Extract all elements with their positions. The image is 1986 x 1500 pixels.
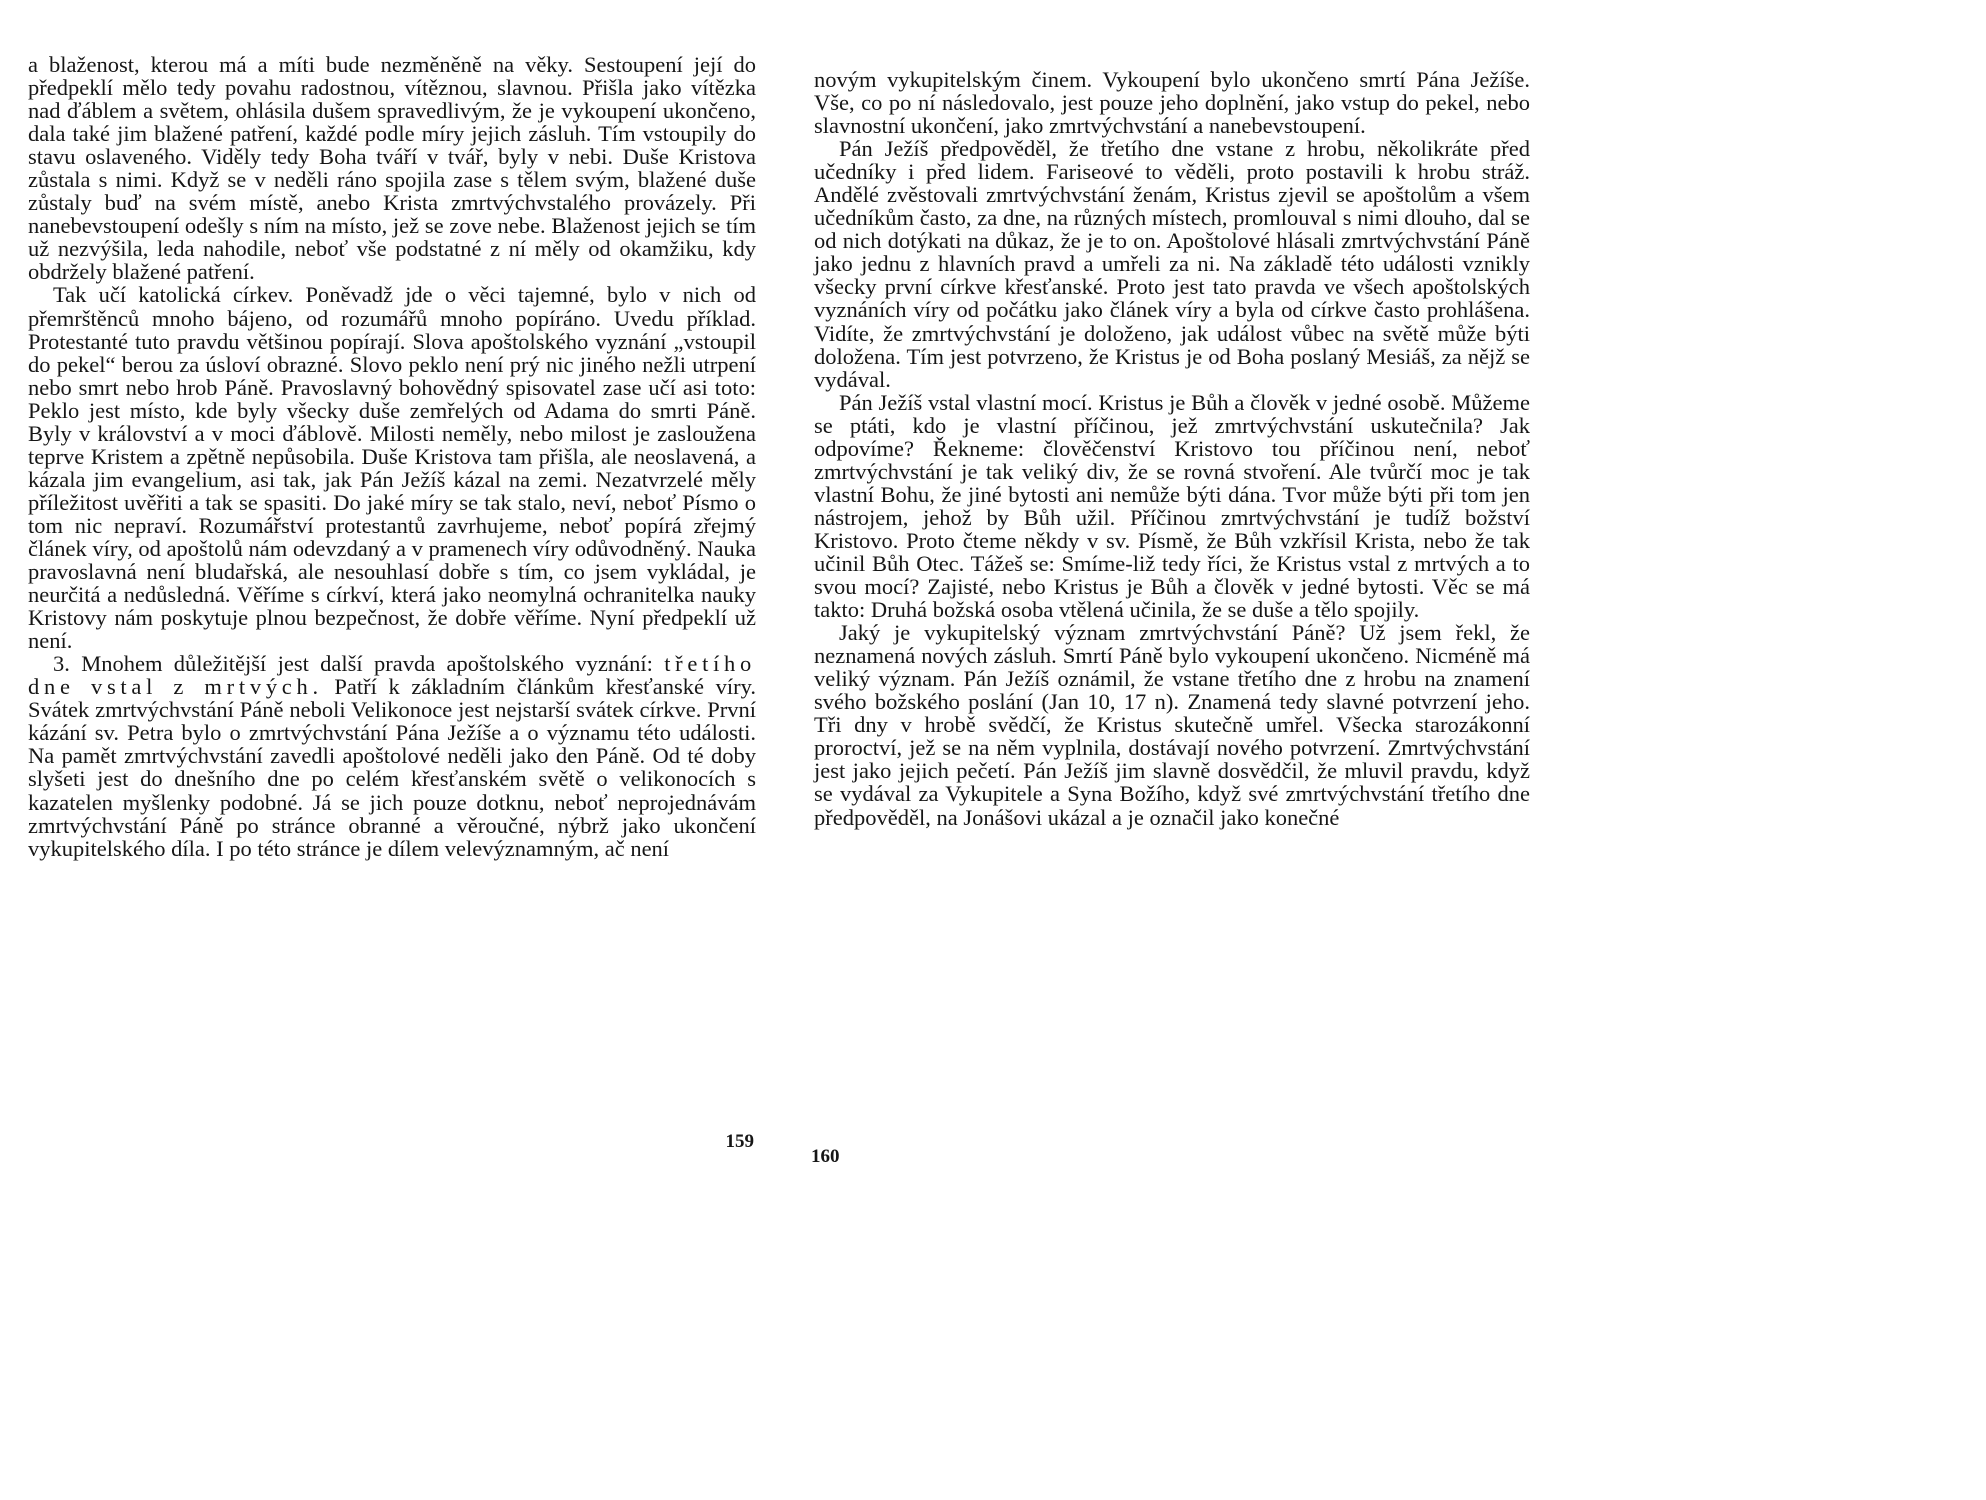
paragraph-body: Patří k základním článkům křesťanské víry. Svátek zmrtvýchvstání Páně neboli Velikonoce jest nejstarší svátek církve. První kázání sv. Petra bylo o zmrtvýchvstání Pána Ježíše a o významu této události. Na pamět zmrtvýchvstání zavedli apoštolové neděli jako den Páně. Od té doby slyšeti jest do dnešního dne po celém křesťanském světě o velikonocích s kazatelen myšlenky podobné. Já se jich pouze dotknu, neboť neprojednávám zmrtvýchvstání Páně po stránce obranné a věroučné, nýbrž jako ukončení vykupitelského díla. I po této stránce je dílem velevýznamným, ač není <box>28 674 756 861</box>
paragraph: Pán Ježíš předpověděl, že třetího dne vstane z hrobu, několikráte před učedníky i před lidem. Fariseové to věděli, proto postavili k hrobu stráž. Andělé zvěstovali zmrtvýchvstání ženám, Kristus zjevil se apoštolům a všem učedníkům často, za dne, na různých místech, promlouval s nimi dlouho, dal se od nich dotýkati na důkaz, že je to on. Apoštolové hlásali zmrtvýchvstání Páně jako jednu z hlavních pravd a umřeli za ni. Na základě této události vznikly všecky první církve křesťanské. Proto jest tato pravda ve všech apoštolských vyznáních víry od počátku jako článek víry a byla od církve často prohlášena. Vidíte, že zmrtvýchvstání je doloženo, jak událost vůbec na světě může býti doložena. Tím jest potvrzeno, že Kristus je od Boha poslaný Mesiáš, za nějž se vydával. <box>814 136 1530 392</box>
paragraph: novým vykupitelským činem. Vykoupení bylo ukončeno smrtí Pána Ježíše. Vše, co po ní následovalo, jest pouze jeho doplnění, jako vstup do pekel, nebo slavnostní ukončení, jako zmrtvýchvstání a nanebevstoupení. <box>814 67 1530 139</box>
right-page-text <box>814 68 1530 829</box>
paragraph: Jaký je vykupitelský význam zmrtvýchvstání Páně? Už jsem řekl, že neznamená nových zásluh. Smrtí Páně bylo vykoupení ukončeno. Nicméně má veliký význam. Pán Ježíš oznámil, že vstane třetího dne z hrobu na znamení svého božského poslání (Jan 10, 17 n). Znamená tedy slavné potvrzení jeho. Tři dny v hrobě svědčí, že Kristus skutečně umřel. Všecka starozákonní proroctví, jež se na něm vyplnila, dostávají nového potvrzení. Zmrtvýchvstání jest jako jejich pečetí. Pán Ježíš jim slavně dosvědčil, že mluvil pravdu, když se vydával za Vykupitele a Syna Božího, když své zmrtvýchvstání třetího dne předpověděl, na Jonášovi ukázal a je označil jako konečné <box>814 620 1530 830</box>
paragraph: Tak učí katolická církev. Poněvadž jde o věci tajemné, bylo v nich od přemrštěnců mnoho bájeno, od rozumářů mnoho popíráno. Uvedu příklad. Protestanté tuto pravdu většinou popírají. Slova apoštolského vyznání „vstoupil do pekel“ berou za úsloví obrazné. Slovo peklo není prý nic jiného nežli utrpení nebo smrt nebo hrob Páně. Pravoslavný bohovědný spisovatel zase učí asi toto: Peklo jest místo, kde byly všecky duše zemřelých od Adama do smrti Páně. Byly v království a v moci ďáblově. Milosti neměly, nebo milost je zasloužena teprve Kristem a zpětně nepůsobila. Duše Kristova tam přišla, ale neoslavená, a kázala jim evangelium, asi tak, jak Pán Ježíš kázal na zemi. Nezatvrzelé měly příležitost uvěřiti a tak se spasiti. Do jaké míry se tak stalo, neví, neboť Písmo o tom nic nepraví. Rozumářství protestantů zavrhujeme, neboť popírá zřejmý článek víry, od apoštolů nám odevzdaný a v pramenech víry odůvodněný. Nauka pravoslavná není bludařská, ale nesouhlasí dobře s tím, co jsem vykládal, je neurčitá a nedůsledná. Věříme s církví, která jako neomylná ochranitelka nauky Kristovy nám poskytuje plnou bezpečnost, že dobře věříme. Nyní předpeklí už není. <box>28 282 756 654</box>
right-page <box>784 0 1568 1190</box>
spaced-emphasis: třetího dne vstal z mrtvých. <box>28 651 756 700</box>
left-page <box>0 0 784 1190</box>
paragraph-lead: 3. Mnohem důležitější jest další pravda apoštolského vyznání: <box>53 651 665 677</box>
paragraph: a blaženost, kterou má a míti bude nezměněně na věky. Sestoupení její do předpeklí mělo tedy povahu radostnou, vítěznou, slavnou. Přišla jako vítězka nad ďáblem a světem, ohlásila dušem spravedlivým, že je vykoupení ukončeno, dala také jim blažené patření, každé podle míry jejich zásluh. Tím vstoupily do stavu oslaveného. Viděly tedy Boha tváří v tvář, byly v nebi. Duše Kristova zůstala s nimi. Když se v neděli ráno spojila zase s tělem svým, blažené duše zůstaly buď na svém místě, anebo Krista zmrtvýchvstalého provázely. Při nanebevstoupení odešly s ním na místo, jež se zove nebe. Blaženost jejich se tím už nezvýšila, leda nahodile, neboť vše podstatné z ní měly od okamžiku, kdy obdržely blažené patření. <box>28 52 756 285</box>
page-number: 159 <box>725 1131 754 1152</box>
paragraph: Pán Ježíš vstal vlastní mocí. Kristus je Bůh a člověk v jedné osobě. Můžeme se ptáti, kdo je vlastní příčinou, jež zmrtvýchvstání uskutečnila? Jak odpovíme? Řekneme: člověčenství Kristovo tou příčinou není, neboť zmrtvýchvstání je tak veliký div, že se rovná stvoření. Ale tvůrčí moc je tak vlastní Bohu, že jiné bytosti ani nemůže býti dána. Tvor může býti při tom jen nástrojem, jehož by Bůh užil. Příčinou zmrtvýchvstání je tudíž božství Kristovo. Proto čteme někdy v sv. Písmě, že Bůh vzkřísil Krista, nebo že tak učinil Bůh Otec. Tážeš se: Smíme-liž tedy říci, že Kristus vstal z mrtvých a to svou mocí? Zajisté, nebo Kristus je Bůh a člověk v jedné bytosti. Věc se má takto: Druhá božská osoba vtělená učinila, že se duše a tělo spojily. <box>814 389 1530 623</box>
page-number: 160 <box>811 1146 840 1167</box>
paragraph <box>28 652 756 859</box>
left-page-text <box>28 53 756 860</box>
